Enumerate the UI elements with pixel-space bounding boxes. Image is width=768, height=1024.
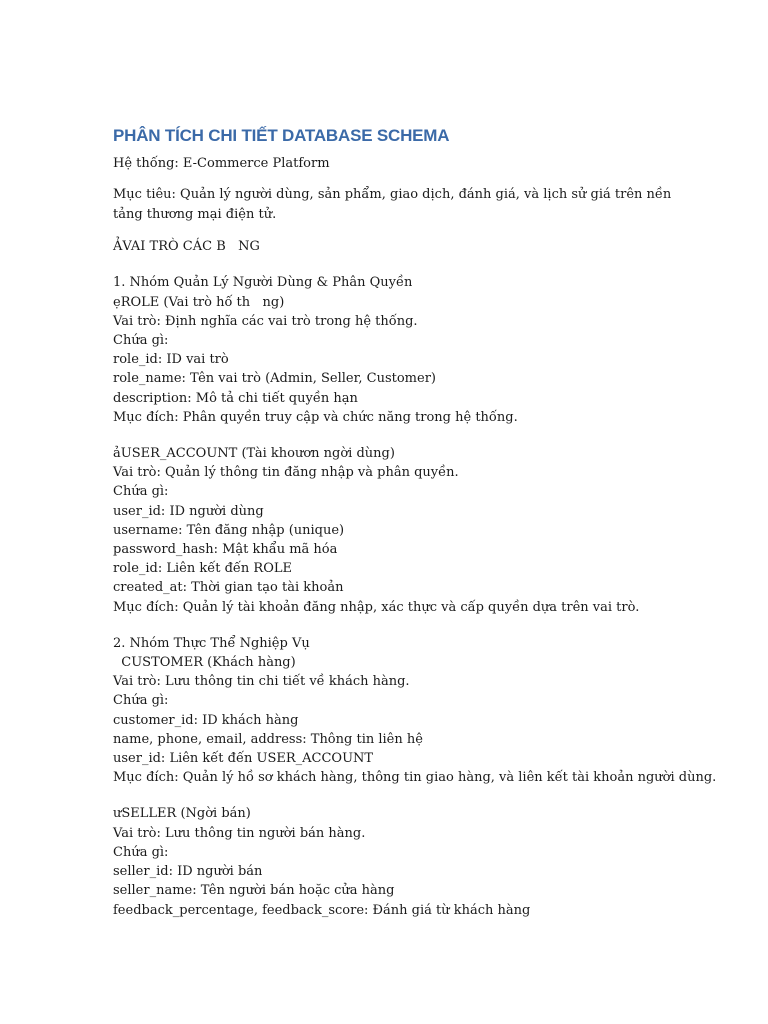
role-line: Vai trò: Định nghĩa các vai trò trong hệ thống. xyxy=(113,313,418,329)
group2-heading: 2. Nhóm Thực Thể Nghiệp Vụ xyxy=(113,635,310,651)
role-line: Chứa gì: xyxy=(113,333,169,349)
customer-line: user_id: Liên kết đến USER_ACCOUNT xyxy=(113,751,374,767)
user-account-line: Mục đích: Quản lý tài khoản đăng nhập, xác thực và cấp quyền dựa trên vai trò. xyxy=(113,599,640,615)
role-line: role_name: Tên vai trò (Admin, Seller, Customer) xyxy=(113,371,436,387)
document-body xyxy=(113,124,717,920)
user-account-line: Chứa gì: xyxy=(113,484,169,500)
user-account-line: user_id: ID người dùng xyxy=(113,503,264,519)
system-line: Hệ thống: E-Commerce Platform xyxy=(113,156,330,171)
seller-line: feedback_percentage, feedback_score: Đánh giá từ khách hàng xyxy=(113,902,531,918)
seller-line: Chứa gì: xyxy=(113,844,169,860)
user-account-line: created_at: Thời gian tạo tài khoản xyxy=(113,580,344,596)
role-line: role_id: ID vai trò xyxy=(113,352,229,368)
document-title: PHÂN TÍCH CHI TIẾT DATABASE SCHEMA xyxy=(113,126,450,145)
user-account-line: role_id: Liên kết đến ROLE xyxy=(113,561,292,577)
seller-line: seller_name: Tên người bán hoặc cửa hàng xyxy=(113,883,395,899)
group1-heading: 1. Nhóm Quản Lý Người Dùng & Phân Quyền xyxy=(113,275,413,291)
seller-line: seller_id: ID người bán xyxy=(113,864,263,880)
customer-line: Chứa gì: xyxy=(113,693,169,709)
customer-line: name, phone, email, address: Thông tin liên hệ xyxy=(113,731,423,747)
user-account-line: Vai trò: Quản lý thông tin đăng nhập và phân quyền. xyxy=(113,465,459,481)
role-table-name: ẹROLE (Vai trò hố th ng) xyxy=(113,294,285,310)
seller-table-name: ưSELLER (Ngời bán) xyxy=(113,806,251,822)
objective-paragraph: Mục tiêu: Quản lý người dùng, sản phẩm, giao dịch, đánh giá, và lịch sử giá trên nền tảng thương mại điện tử. xyxy=(113,187,672,223)
user-account-line: username: Tên đăng nhập (unique) xyxy=(113,522,345,538)
user-account-table-name: ảUSER_ACCOUNT (Tài khoươn ngời dùng) xyxy=(113,446,395,462)
customer-line: customer_id: ID khách hàng xyxy=(113,712,299,728)
customer-line: Mục đích: Quản lý hồ sơ khách hàng, thông tin giao hàng, và liên kết tài khoản người dùng. xyxy=(113,770,717,786)
role-line: description: Mô tả chi tiết quyền hạn xyxy=(113,390,358,406)
customer-table-name: CUSTOMER (Khách hàng) xyxy=(113,655,296,671)
customer-line: Vai trò: Lưu thông tin chi tiết về khách hàng. xyxy=(113,674,410,690)
role-line: Mục đích: Phân quyền truy cập và chức năng trong hệ thống. xyxy=(113,409,518,425)
roles-heading: ẢVAI TRÒ CÁC B NG xyxy=(113,239,260,255)
seller-line: Vai trò: Lưu thông tin người bán hàng. xyxy=(113,825,366,841)
user-account-line: password_hash: Mật khẩu mã hóa xyxy=(113,542,338,558)
